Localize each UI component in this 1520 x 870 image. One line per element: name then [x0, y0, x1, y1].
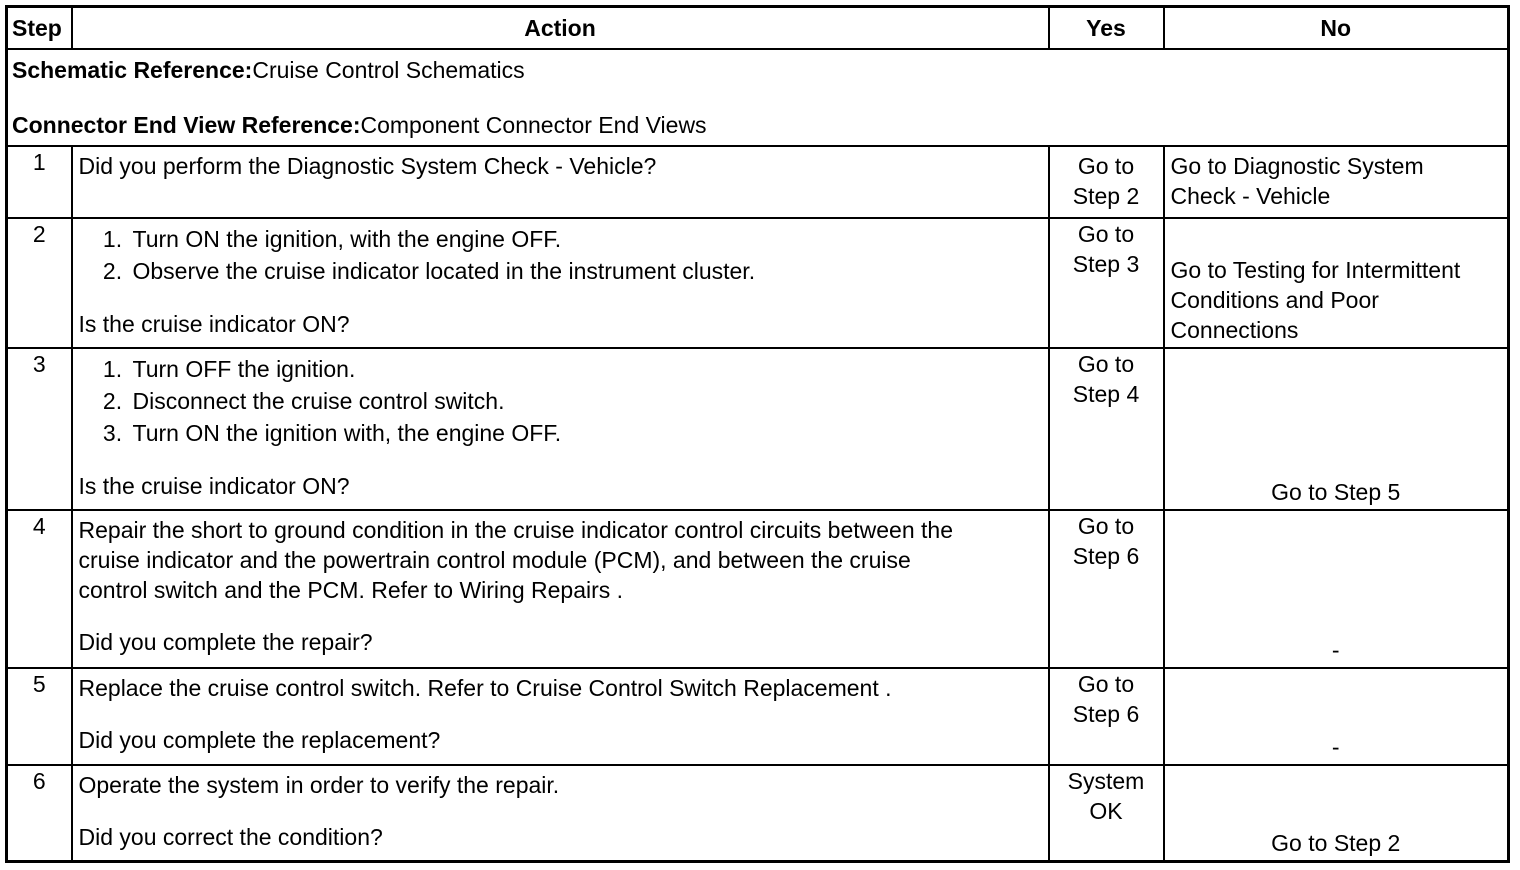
- header-step: Step: [7, 7, 72, 50]
- yes-cell: [1049, 668, 1164, 765]
- schematic-reference-link[interactable]: Cruise Control Schematics: [252, 57, 525, 83]
- no-line[interactable]: Go to Testing for Intermittent: [1170, 257, 1461, 283]
- action-line: cruise indicator and the powertrain control module (PCM), and between the cruise: [78, 547, 911, 573]
- no-line[interactable]: Go to Diagnostic System: [1170, 153, 1424, 179]
- question-text: Is the cruise indicator ON?: [78, 311, 350, 337]
- procedure-item: 3. Turn ON the ignition with, the engine OFF.: [129, 417, 1042, 449]
- yes-line[interactable]: Step 6: [1072, 701, 1140, 727]
- action-line: control switch and the PCM. Refer to Wiring Repairs .: [78, 577, 624, 603]
- step-number: 3: [7, 348, 72, 510]
- no-line[interactable]: Conditions and Poor: [1170, 287, 1379, 313]
- yes-line[interactable]: Step 6: [1072, 543, 1140, 569]
- no-line[interactable]: Go to Step 2: [1271, 829, 1401, 856]
- header-yes: Yes: [1049, 7, 1164, 50]
- yes-line: Go to: [1077, 153, 1135, 179]
- step-number: 5: [7, 668, 72, 765]
- yes-line: Go to: [1077, 513, 1135, 539]
- procedure-list: [79, 353, 1042, 449]
- question-text: Did you complete the replacement?: [78, 727, 441, 753]
- action-cell: [72, 146, 1049, 218]
- yes-cell: [1049, 146, 1164, 218]
- action-cell: [72, 765, 1049, 861]
- yes-line: Go to: [1077, 671, 1135, 697]
- procedure-list: [79, 223, 1042, 287]
- action-text: Replace the cruise control switch. Refer to Cruise Control Switch Replacement .: [78, 675, 892, 701]
- procedure-item: 1. Turn ON the ignition, with the engine OFF.: [129, 223, 1042, 255]
- schematic-reference: [12, 56, 1503, 84]
- question-text: Did you correct the condition?: [78, 824, 383, 850]
- yes-cell: [1049, 510, 1164, 668]
- action-cell: [72, 510, 1049, 668]
- no-line: -: [1331, 637, 1340, 663]
- step-number: 6: [7, 765, 72, 861]
- table-row: [7, 348, 1509, 510]
- header-row: [7, 7, 1509, 50]
- diagnostic-table-container: [5, 5, 1507, 863]
- table-row: [7, 510, 1509, 668]
- connector-reference-link[interactable]: Component Connector End Views: [360, 112, 707, 138]
- connector-reference: [12, 111, 1503, 139]
- procedure-item: 1. Turn OFF the ignition.: [129, 353, 1042, 385]
- step-number: 4: [7, 510, 72, 668]
- action-cell: [72, 348, 1049, 510]
- procedure-item: 2. Observe the cruise indicator located in the instrument cluster.: [129, 255, 1042, 287]
- no-line[interactable]: Check - Vehicle: [1170, 183, 1331, 209]
- yes-line[interactable]: Step 3: [1072, 251, 1140, 277]
- schematic-reference-label: Schematic Reference:: [12, 57, 253, 83]
- header-no: No: [1164, 7, 1509, 50]
- yes-cell: [1049, 765, 1164, 861]
- table-row: [7, 668, 1509, 765]
- question-text: Is the cruise indicator ON?: [78, 473, 350, 499]
- table-row: [7, 146, 1509, 218]
- yes-line: Go to: [1077, 221, 1135, 247]
- action-line: Repair the short to ground condition in the cruise indicator control circuits between the: [78, 517, 953, 543]
- action-cell: [72, 668, 1049, 765]
- no-cell: [1164, 510, 1509, 668]
- no-cell: [1164, 668, 1509, 765]
- step-number: 2: [7, 218, 72, 348]
- table-row: [7, 218, 1509, 348]
- step-number: 1: [7, 146, 72, 218]
- no-cell: [1164, 146, 1509, 218]
- no-line[interactable]: Connections: [1170, 317, 1299, 343]
- header-action: Action: [72, 7, 1049, 50]
- connector-reference-label: Connector End View Reference:: [12, 112, 361, 138]
- table-row: [7, 765, 1509, 861]
- yes-line[interactable]: Step 4: [1072, 381, 1140, 407]
- no-line: -: [1331, 734, 1340, 760]
- no-cell: [1164, 218, 1509, 348]
- reference-row: [7, 49, 1509, 146]
- no-line[interactable]: Go to Step 5: [1271, 479, 1401, 505]
- yes-line: System: [1067, 768, 1145, 794]
- procedure-item: 2. Disconnect the cruise control switch.: [129, 385, 1042, 417]
- question-text: Did you complete the repair?: [78, 629, 373, 655]
- diagnostic-table: [5, 5, 1510, 863]
- no-cell: [1164, 765, 1509, 861]
- yes-line: OK: [1089, 798, 1123, 824]
- reference-cell: [7, 49, 1509, 146]
- action-text: Operate the system in order to verify the repair.: [78, 772, 560, 798]
- action-cell: [72, 218, 1049, 348]
- action-text: Did you perform the Diagnostic System Check - Vehicle?: [78, 153, 657, 179]
- yes-cell: [1049, 348, 1164, 510]
- no-cell: [1164, 348, 1509, 510]
- yes-line: Go to: [1077, 351, 1135, 377]
- yes-cell: [1049, 218, 1164, 348]
- yes-line[interactable]: Step 2: [1072, 183, 1140, 209]
